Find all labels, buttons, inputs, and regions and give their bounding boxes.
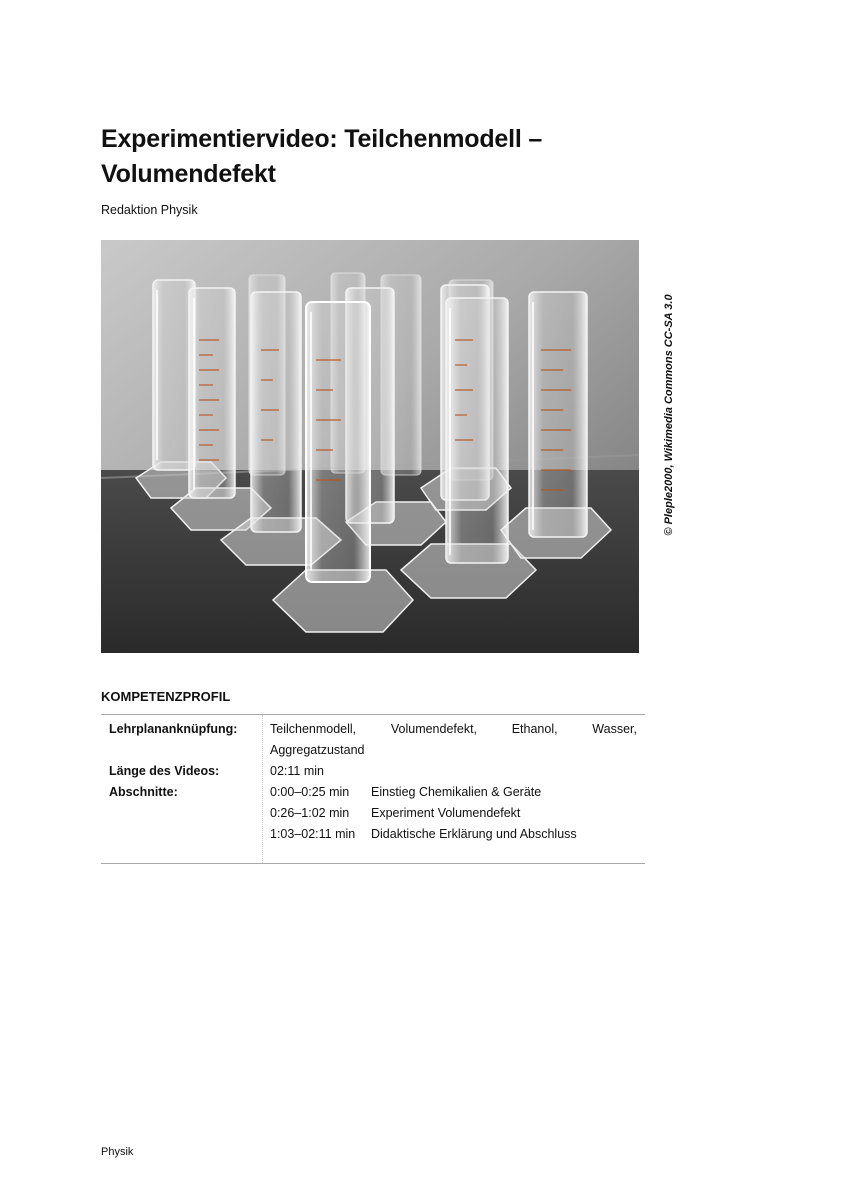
segment-description: Einstieg Chemikalien & Geräte [371,785,542,799]
competence-profile-table [101,714,645,864]
curriculum-term: Ethanol, [511,722,558,736]
column-divider [262,715,263,863]
curriculum-terms [270,722,637,736]
graduated-cylinders-photo [101,240,639,653]
curriculum-term: Volumendefekt, [390,722,478,736]
title-line-2: Volumendefekt [101,160,276,188]
curriculum-term: Teilchenmodell, [270,722,357,736]
segment-description: Didaktische Erklärung und Abschluss [371,827,577,841]
author-line: Redaktion Physik [101,203,198,217]
segment-time: 0:00–0:25 min [270,785,350,799]
image-credit: © Pleple2000, Wikimedia Commons CC-SA 3.0 [663,294,675,536]
segment-time: 0:26–1:02 min [270,806,350,820]
segment-time: 1:03–02:11 min [270,827,356,841]
segments-label: Abschnitte: [109,785,178,799]
title-line-1: Experimentiervideo: Teilchenmodell – [101,125,543,153]
footer-subject: Physik [101,1146,134,1158]
section-heading: KOMPETENZPROFIL [101,689,231,704]
curriculum-label: Lehrplananknüpfung: [109,722,238,736]
curriculum-term: Aggregatzustand [270,743,365,757]
video-length-value: 02:11 min [270,764,324,778]
video-length-label: Länge des Videos: [109,764,220,778]
curriculum-term: Wasser, [592,722,637,736]
segment-description: Experiment Volumendefekt [371,806,521,820]
page-title [101,122,661,192]
